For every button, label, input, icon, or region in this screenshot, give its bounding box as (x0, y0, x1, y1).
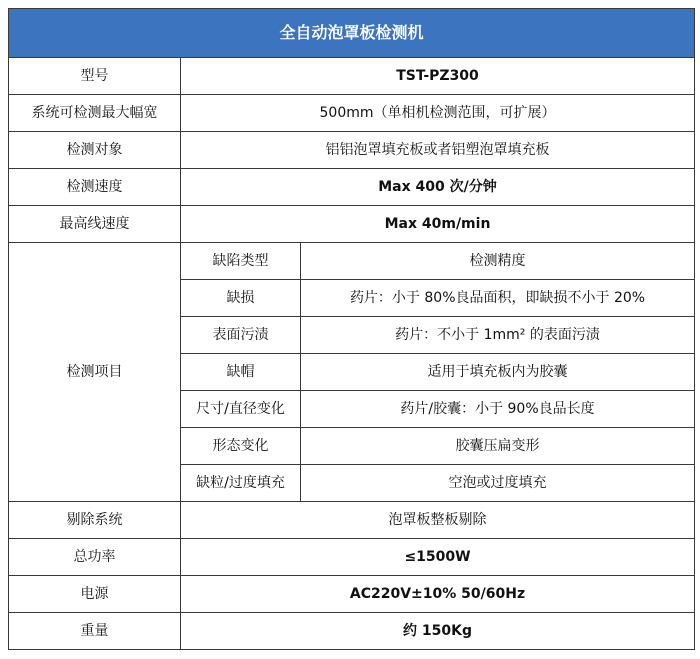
row-value-reject: 泡罩板整板剔除 (181, 502, 695, 539)
defect-precision: 药片：小于 80%良品面积，即缺损不小于 20% (301, 280, 695, 317)
row-value-power: ≤1500W (181, 539, 695, 576)
table-row (9, 169, 695, 206)
inspection-label: 检测项目 (9, 243, 181, 502)
table-row (9, 539, 695, 576)
row-label-line-speed: 最高线速度 (9, 206, 181, 243)
inspection-header-precision: 检测精度 (301, 243, 695, 280)
row-value-line-speed: Max 40m/min (181, 206, 695, 243)
defect-type: 缺损 (181, 280, 301, 317)
table-row (9, 206, 695, 243)
defect-precision: 药片/胶囊：小于 90%良品长度 (301, 391, 695, 428)
defect-type: 缺帽 (181, 354, 301, 391)
row-label-speed: 检测速度 (9, 169, 181, 206)
row-label-weight: 重量 (9, 613, 181, 650)
table-row (9, 95, 695, 132)
spec-table-container (8, 8, 694, 650)
row-label-model: 型号 (9, 58, 181, 95)
row-label-supply: 电源 (9, 576, 181, 613)
row-value-supply: AC220V±10% 50/60Hz (181, 576, 695, 613)
table-row (9, 132, 695, 169)
table-row (9, 58, 695, 95)
defect-type: 尺寸/直径变化 (181, 391, 301, 428)
table-row (9, 243, 695, 280)
defect-type: 表面污渍 (181, 317, 301, 354)
row-value-object: 铝铝泡罩填充板或者铝塑泡罩填充板 (181, 132, 695, 169)
defect-precision: 空泡或过度填充 (301, 465, 695, 502)
table-row (9, 613, 695, 650)
row-label-power: 总功率 (9, 539, 181, 576)
table-title: 全自动泡罩板检测机 (9, 9, 695, 58)
defect-type: 形态变化 (181, 428, 301, 465)
table-row (9, 576, 695, 613)
row-value-model: TST-PZ300 (181, 58, 695, 95)
spec-table (8, 8, 695, 650)
row-value-max-width: 500mm（单相机检测范围，可扩展） (181, 95, 695, 132)
row-value-weight: 约 150Kg (181, 613, 695, 650)
defect-precision: 适用于填充板内为胶囊 (301, 354, 695, 391)
row-label-max-width: 系统可检测最大幅宽 (9, 95, 181, 132)
defect-type: 缺粒/过度填充 (181, 465, 301, 502)
title-row (9, 9, 695, 58)
inspection-header-type: 缺陷类型 (181, 243, 301, 280)
row-value-speed: Max 400 次/分钟 (181, 169, 695, 206)
defect-precision: 胶囊压扁变形 (301, 428, 695, 465)
table-row (9, 502, 695, 539)
row-label-object: 检测对象 (9, 132, 181, 169)
row-label-reject: 剔除系统 (9, 502, 181, 539)
defect-precision: 药片：不小于 1mm² 的表面污渍 (301, 317, 695, 354)
